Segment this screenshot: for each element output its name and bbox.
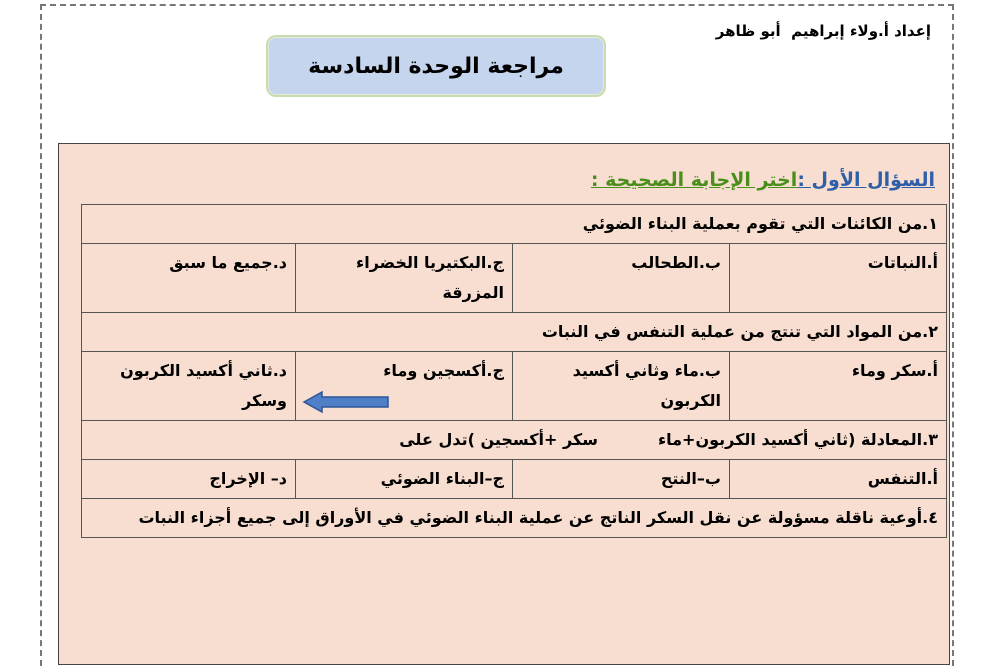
option-c[interactable] bbox=[296, 352, 513, 421]
option-a[interactable]: أ.التنفس bbox=[730, 460, 947, 499]
options-row bbox=[82, 460, 947, 499]
answer-arrow-wrap bbox=[304, 386, 504, 416]
option-c-text: ج.أكسجين وماء bbox=[383, 361, 504, 380]
question-row bbox=[82, 205, 947, 244]
question-stem bbox=[82, 421, 947, 460]
question-instruction: اختر الإجابة الصحيحة : bbox=[590, 169, 798, 191]
mcq-table bbox=[81, 204, 947, 538]
option-b[interactable]: ب.ماء وثاني أكسيد الكربون bbox=[513, 352, 730, 421]
arrow-icon bbox=[302, 390, 392, 414]
options-row bbox=[82, 244, 947, 313]
option-d[interactable]: د– الإخراج bbox=[82, 460, 296, 499]
option-c[interactable]: ج–البناء الضوئي bbox=[296, 460, 513, 499]
author-line: إعداد أ.ولاء إبراهيم أبو ظاهر bbox=[715, 22, 931, 40]
question-stem: ٤.أوعية ناقلة مسؤولة عن نقل السكر الناتج عن عملية البناء الضوئي في الأوراق إلى جميع أجزاء النبات bbox=[82, 499, 947, 538]
question-panel bbox=[58, 143, 950, 665]
option-b[interactable]: ب.الطحالب bbox=[513, 244, 730, 313]
option-d[interactable]: د.ثاني أكسيد الكربون وسكر bbox=[82, 352, 296, 421]
option-a[interactable]: أ.النباتات bbox=[730, 244, 947, 313]
question-heading bbox=[591, 169, 935, 191]
equation-part2: سكر +أكسجين )تدل على bbox=[399, 430, 598, 449]
option-d[interactable]: د.جميع ما سبق bbox=[82, 244, 296, 313]
option-c[interactable]: ج.البكتيريا الخضراء المزرقة bbox=[296, 244, 513, 313]
question-stem: ١.من الكائنات التي تقوم بعملية البناء الضوئي bbox=[82, 205, 947, 244]
options-row bbox=[82, 352, 947, 421]
page-title: مراجعة الوحدة السادسة bbox=[266, 35, 606, 97]
question-row bbox=[82, 313, 947, 352]
question-row bbox=[82, 421, 947, 460]
option-b[interactable]: ب–النتح bbox=[513, 460, 730, 499]
question-stem: ٢.من المواد التي تنتج من عملية التنفس في النبات bbox=[82, 313, 947, 352]
question-row bbox=[82, 499, 947, 538]
option-a[interactable]: أ.سكر وماء bbox=[730, 352, 947, 421]
equation-part1: ٣.المعادلة (ثاني أكسيد الكربون+ماء bbox=[657, 430, 938, 449]
question-label: السؤال الأول : bbox=[797, 169, 935, 191]
